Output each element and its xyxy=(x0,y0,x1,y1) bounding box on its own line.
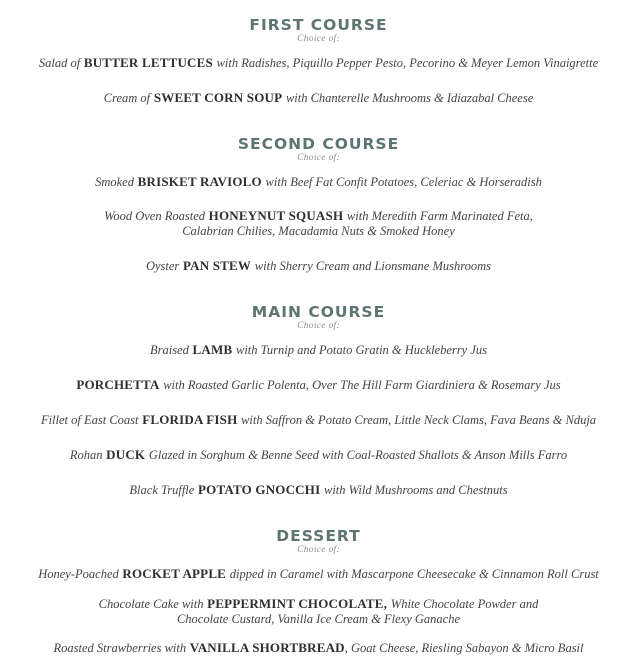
dessert-header xyxy=(0,528,637,555)
dish-name: PEPPERMINT CHOCOLATE, xyxy=(207,596,388,611)
choice-of-label: Choice of: xyxy=(297,153,340,163)
menu-item-brisket-raviolo xyxy=(0,174,637,190)
menu-item-porchetta xyxy=(0,377,637,393)
menu-item-honeynut-squash xyxy=(0,208,637,239)
item-description: with Roasted Garlic Polenta, Over The Hill Farm Giardiniera & Rosemary Jus xyxy=(163,378,561,392)
second-course-header xyxy=(0,136,637,163)
menu-item-vanilla-shortbread xyxy=(0,640,637,656)
course-title: SECOND COURSE xyxy=(237,135,400,153)
item-prefix: Braised xyxy=(149,343,189,357)
item-description: White Chocolate Powder and xyxy=(390,597,539,611)
menu-item-rocket-apple xyxy=(0,566,637,582)
menu-item-butter-lettuces xyxy=(0,55,637,71)
menu-item-lamb xyxy=(0,342,637,358)
item-description: Glazed in Sorghum & Benne Seed with Coal-Roasted Shallots & Anson Mills Farro xyxy=(148,448,568,462)
item-prefix: Roasted Strawberries with xyxy=(53,641,187,655)
item-prefix: Oyster xyxy=(145,259,180,273)
item-prefix: Rohan xyxy=(69,448,103,462)
item-description: dipped in Caramel with Mascarpone Cheesecake & Cinnamon Roll Crust xyxy=(229,567,599,581)
dish-name: SWEET CORN SOUP xyxy=(153,90,283,105)
item-prefix: Smoked xyxy=(95,175,134,189)
dish-name: BUTTER LETTUCES xyxy=(83,55,213,70)
menu-item-sweet-corn-soup xyxy=(0,90,637,106)
dish-name: DUCK xyxy=(106,447,146,462)
first-course-header xyxy=(0,17,637,44)
item-prefix: Black Truffle xyxy=(129,483,195,497)
item-description: with Turnip and Potato Gratin & Huckleberry Jus xyxy=(235,343,488,357)
menu-item-peppermint-chocolate xyxy=(0,596,637,627)
menu-item-duck xyxy=(0,447,637,463)
item-prefix: Wood Oven Roasted xyxy=(104,209,206,223)
item-description: with Radishes, Piquillo Pepper Pesto, Pecorino & Meyer Lemon Vinaigrette xyxy=(216,56,599,70)
item-description-line2: Chocolate Custard, Vanilla Ice Cream & Flexy Ganache xyxy=(176,612,461,626)
dish-name: VANILLA SHORTBREAD xyxy=(189,640,345,655)
choice-of-label: Choice of: xyxy=(297,545,340,555)
dish-name: LAMB xyxy=(192,342,233,357)
item-description: , Goat Cheese, Riesling Sabayon & Micro Basil xyxy=(344,641,584,655)
dish-name: FLORIDA FISH xyxy=(142,412,238,427)
choice-of-label: Choice of: xyxy=(297,321,340,331)
dish-name: PAN STEW xyxy=(182,258,252,273)
item-prefix: Salad of xyxy=(38,56,81,70)
item-description: with Saffron & Potato Cream, Little Neck Clams, Fava Beans & Nduja xyxy=(241,413,597,427)
item-prefix: Honey-Poached xyxy=(38,567,119,581)
item-description: with Chanterelle Mushrooms & Idiazabal Cheese xyxy=(285,91,534,105)
course-title: FIRST COURSE xyxy=(249,16,388,34)
course-title: DESSERT xyxy=(276,527,361,545)
dish-name: HONEYNUT SQUASH xyxy=(208,208,344,223)
choice-of-label: Choice of: xyxy=(297,34,340,44)
dish-name: POTATO GNOCCHI xyxy=(198,482,321,497)
menu-item-pan-stew xyxy=(0,258,637,274)
item-description: with Meredith Farm Marinated Feta, xyxy=(346,209,533,223)
menu-item-florida-fish xyxy=(0,412,637,428)
dish-name: PORCHETTA xyxy=(76,377,160,392)
item-prefix: Chocolate Cake with xyxy=(98,597,204,611)
dish-name: ROCKET APPLE xyxy=(122,566,227,581)
item-prefix: Cream of xyxy=(103,91,151,105)
item-description: with Sherry Cream and Lionsmane Mushrooms xyxy=(254,259,492,273)
item-description: with Wild Mushrooms and Chestnuts xyxy=(324,483,508,497)
course-title: MAIN COURSE xyxy=(251,303,386,321)
dish-name: BRISKET RAVIOLO xyxy=(137,174,262,189)
main-course-header xyxy=(0,304,637,331)
menu-item-potato-gnocchi xyxy=(0,482,637,498)
item-prefix: Fillet of East Coast xyxy=(40,413,139,427)
item-description-line2: Calabrian Chilies, Macadamia Nuts & Smoked Honey xyxy=(182,224,455,238)
item-description: with Beef Fat Confit Potatoes, Celeriac & Horseradish xyxy=(265,175,542,189)
